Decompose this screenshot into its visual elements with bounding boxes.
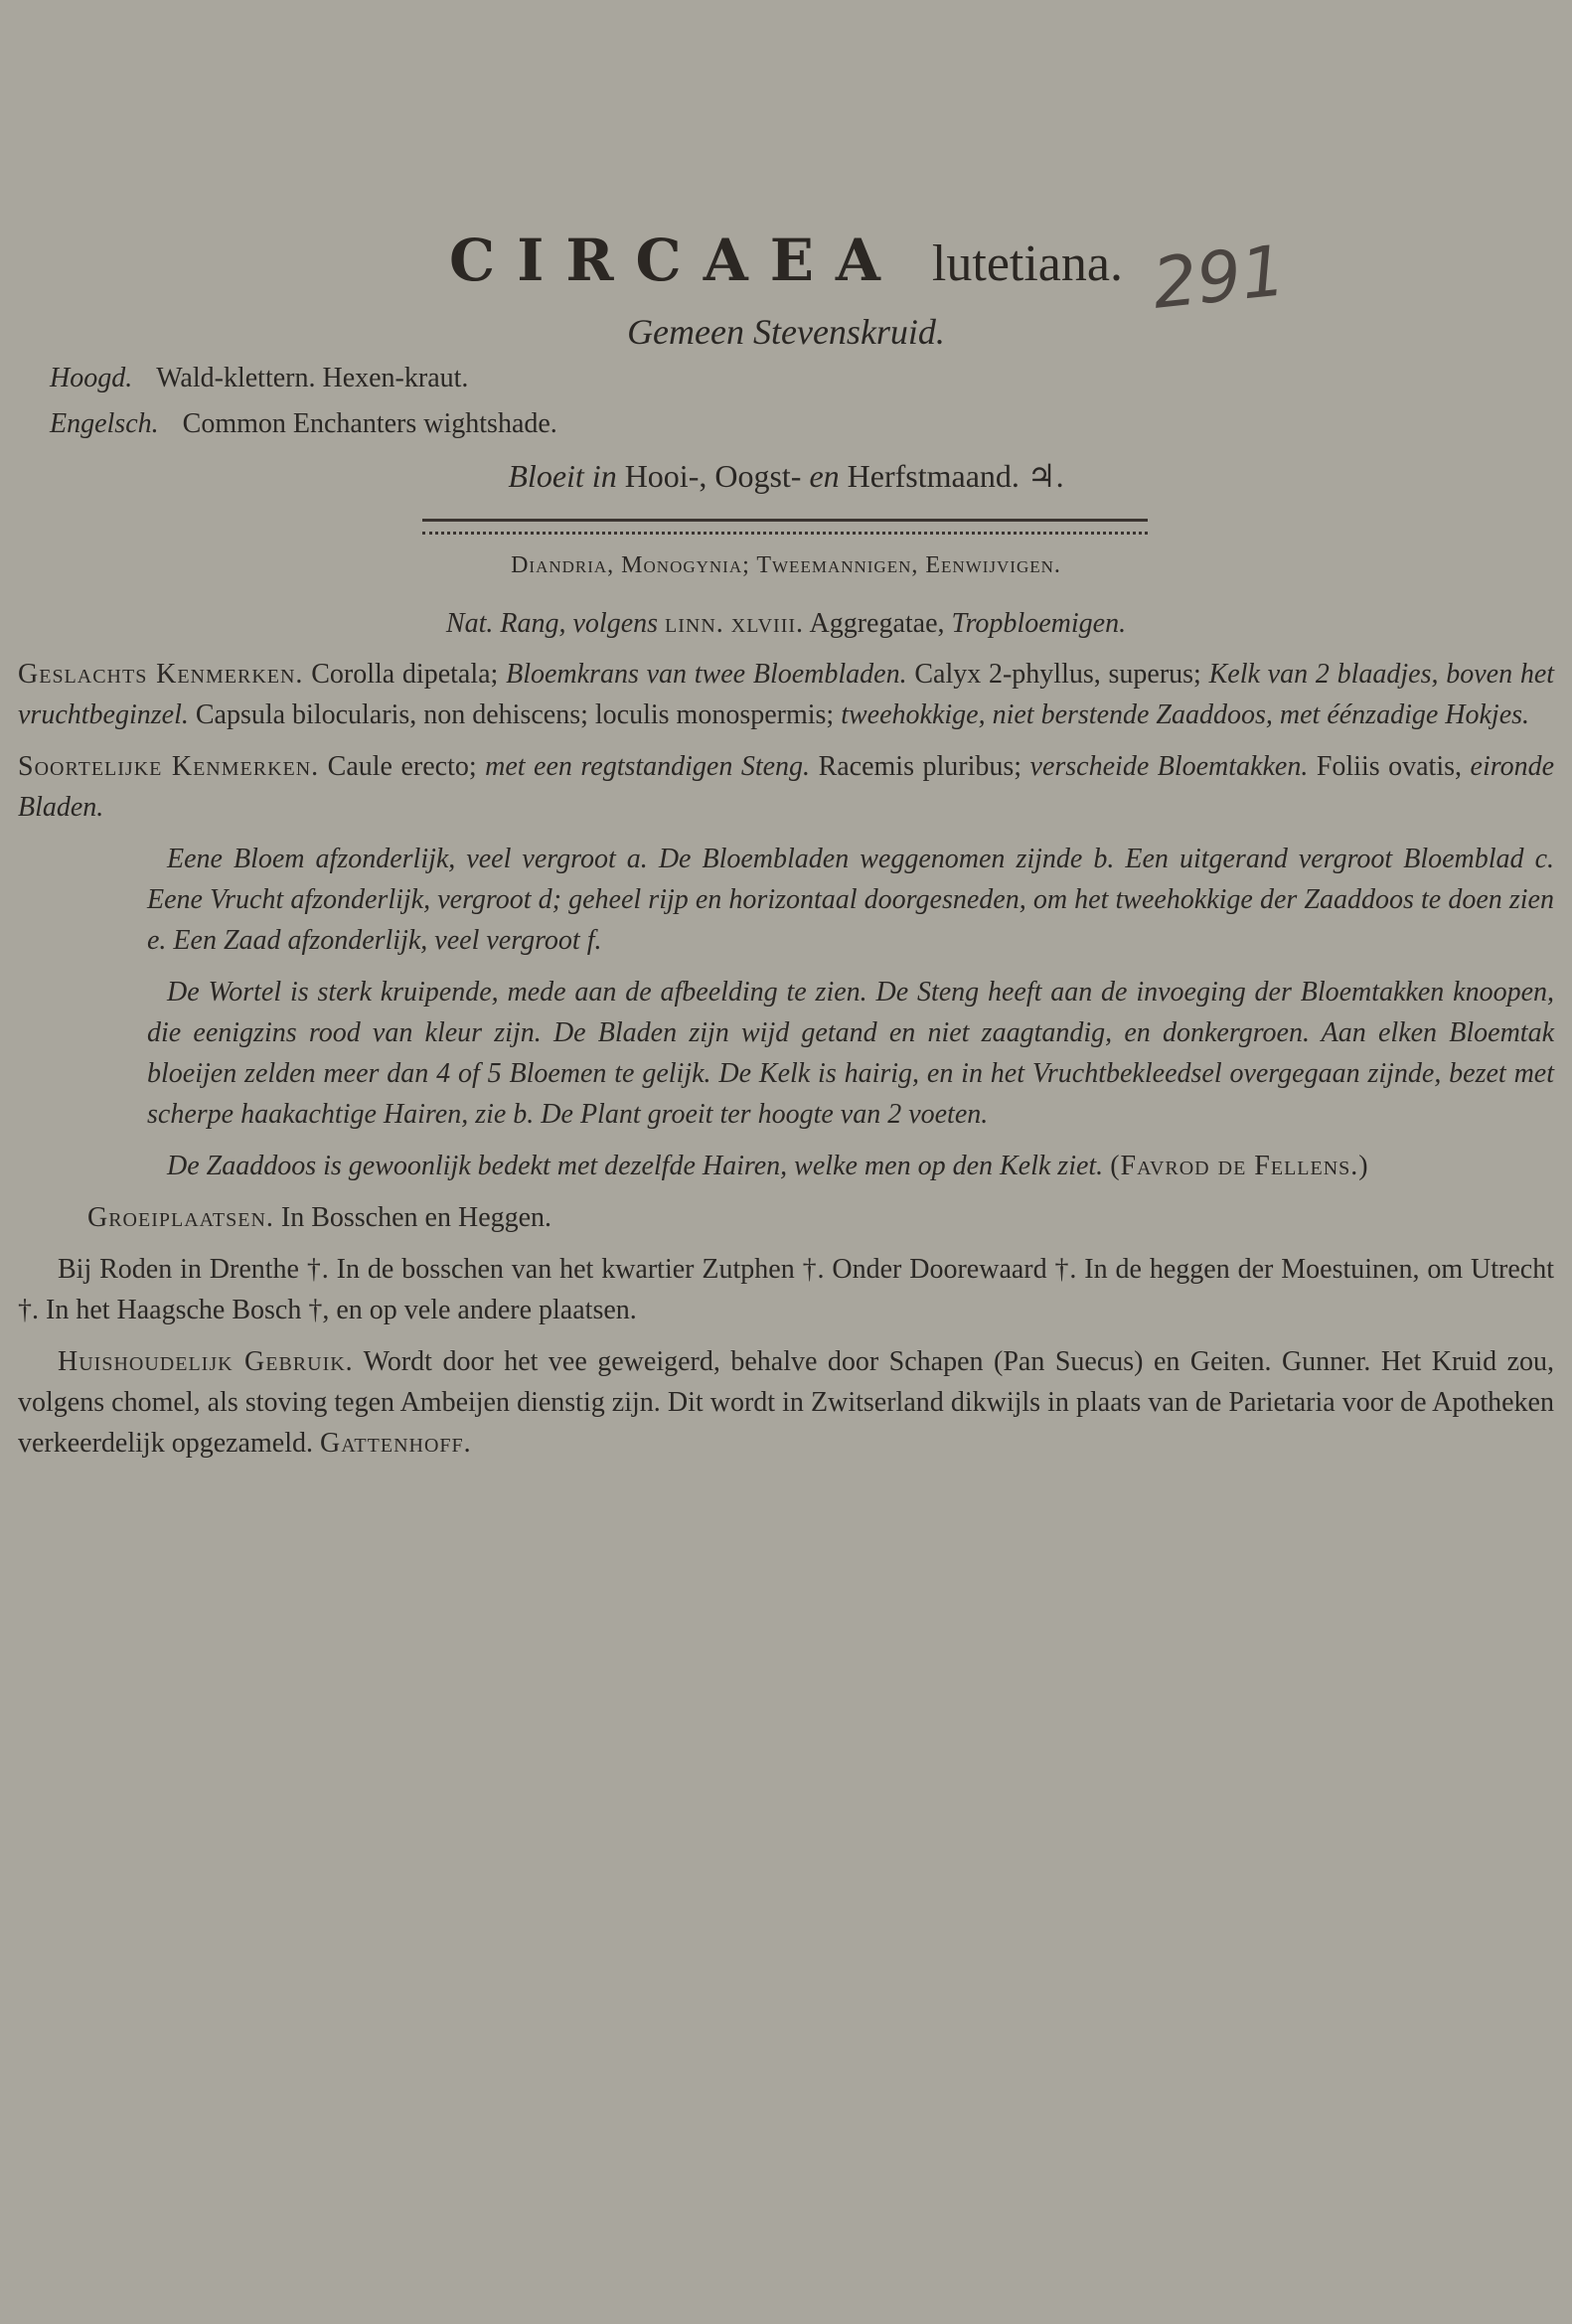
household-reference: Gattenhoff. xyxy=(319,1428,472,1459)
household-use xyxy=(18,1341,1554,1464)
bloei-and: en xyxy=(809,458,840,494)
dutch-text: Bloemkrans van twee Bloembladen. xyxy=(506,659,907,690)
section-label: Soortelijke Kenmerken. xyxy=(18,751,320,782)
alt-name-text: Common Enchanters wightshade. xyxy=(182,408,557,439)
dutch-name: Gemeen Stevenskruid. xyxy=(627,312,945,352)
dutch-text: eironde Bladen. xyxy=(18,751,1555,823)
alt-name-row xyxy=(50,401,557,447)
flowering-line xyxy=(0,457,1572,495)
bloei-months: Hooi-, Oogst- xyxy=(624,458,802,494)
latin-text: Caule erecto; xyxy=(327,751,477,782)
alt-name-lang: Engelsch. xyxy=(50,408,159,439)
household-text: Wordt door het vee geweigerd, behalve door Schapen (Pan Suecus) en Geiten. Gunner. Het Kruid zou, volgens chomel, als stoving tegen Ambeijen dienstig zijn. Dit wordt in Zwitserland dikwijls in plaats van de Parietaria voor de Apotheken verkeerdelijk opgezameld. xyxy=(18,1346,1554,1459)
nat-rang-num: xlviii. xyxy=(730,608,805,639)
capsule-description xyxy=(18,1146,1554,1186)
latin-text: Capsula bilocularis, non dehiscens; loculis monospermis; xyxy=(195,699,835,730)
natural-rank xyxy=(0,608,1572,640)
plate-number: 291 xyxy=(1149,230,1290,325)
dutch-text: Kelk van 2 blaadjes, boven het vruchtbeginzel. xyxy=(18,659,1555,730)
alt-name-row xyxy=(50,356,557,401)
bloei-prefix: Bloeit in xyxy=(508,458,617,494)
dutch-text: verscheide Bloemtakken. xyxy=(1029,751,1309,782)
ornamental-rule xyxy=(422,519,1148,535)
section-label: Geslachts Kenmerken. xyxy=(18,659,304,690)
dutch-text: tweehokkige, niet berstende Zaaddoos, met éénzadige Hokjes. xyxy=(841,699,1530,730)
zaaddoos-text: De Zaaddoos is gewoonlijk bedekt met dezelfde Hairen, welke men op den Kelk ziet. xyxy=(167,1151,1104,1181)
dutch-text: met een regtstandigen Steng. xyxy=(485,751,811,782)
nat-rang-label: Nat. Rang, volgens xyxy=(445,608,659,639)
nat-rang-dutch: Tropbloemigen. xyxy=(951,608,1127,639)
bloei-last: Herfstmaand. xyxy=(847,458,1020,494)
habitat xyxy=(18,1197,1554,1238)
genus-characters xyxy=(18,654,1554,735)
latin-text: Corolla dipetala; xyxy=(311,659,499,690)
nat-rang-linn: linn. xyxy=(665,608,724,639)
species-characters xyxy=(18,746,1554,828)
genus-title: CIRCAEA xyxy=(449,227,902,294)
alt-name-lang: Hoogd. xyxy=(50,363,133,393)
classification: Diandria, Monogynia; Tweemannigen, Eenwijvigen. xyxy=(511,552,1061,578)
wortel-text: De Wortel is sterk kruipende, mede aan de afbeelding te zien. De Steng heeft aan de invoeging der Bloemtakken knoopen, die eenigzins rood van kleur zijn. De Bladen zijn wijd getand en niet zaagtandig, en donkergroen. Aan elken Bloemtak bloeijen zelden meer dan 4 of 5 Bloemen te gelijk. De Kelk is hairig, en in het Vruchtbekleedsel overgegaan zijnde, bezet met scherpe haakachtige Hairen, zie b. De Plant groeit ter hoogte van 2 voeten. xyxy=(147,977,1554,1130)
title-row xyxy=(0,227,1572,294)
zaaddoos-reference: (Favrod de Fellens.) xyxy=(1110,1151,1369,1181)
section-label: Groeiplaatsen. xyxy=(87,1202,274,1233)
latin-text: Calyx 2-phyllus, superus; xyxy=(914,659,1201,690)
figure-text: Eene Bloem afzonderlijk, veel vergroot a. De Bloembladen weggenomen zijnde b. Een uitgerand vergroot Bloemblad c. Eene Vrucht afzonderlijk, vergroot d; geheel rijp en horizontaal doorgesneden, om het tweehokkige der Zaaddoos te doen zien e. Een Zaad afzonderlijk, veel vergroot f. xyxy=(147,844,1554,956)
alt-names xyxy=(50,356,557,447)
species-title: lutetiana. xyxy=(931,235,1123,292)
latin-text: Foliis ovatis, xyxy=(1316,751,1463,782)
perennial-symbol: ♃. xyxy=(1026,458,1064,494)
figure-explanation xyxy=(18,839,1554,961)
localities: Bij Roden in Drenthe †. In de bosschen van het kwartier Zutphen †. Onder Doorewaard †. In de heggen der Moestuinen, om Utrecht †. In het Haagsche Bosch †, en op vele andere plaatsen. xyxy=(18,1254,1554,1325)
section-label: Huishoudelijk Gebruik. xyxy=(58,1346,354,1377)
alt-name-text: Wald-klettern. Hexen-kraut. xyxy=(156,363,469,393)
habitat-text: In Bosschen en Heggen. xyxy=(280,1202,552,1233)
nat-rang-latin: Aggregatae, xyxy=(809,608,945,639)
root-description xyxy=(18,972,1554,1135)
latin-text: Racemis pluribus; xyxy=(818,751,1022,782)
description-body xyxy=(18,654,1554,1474)
